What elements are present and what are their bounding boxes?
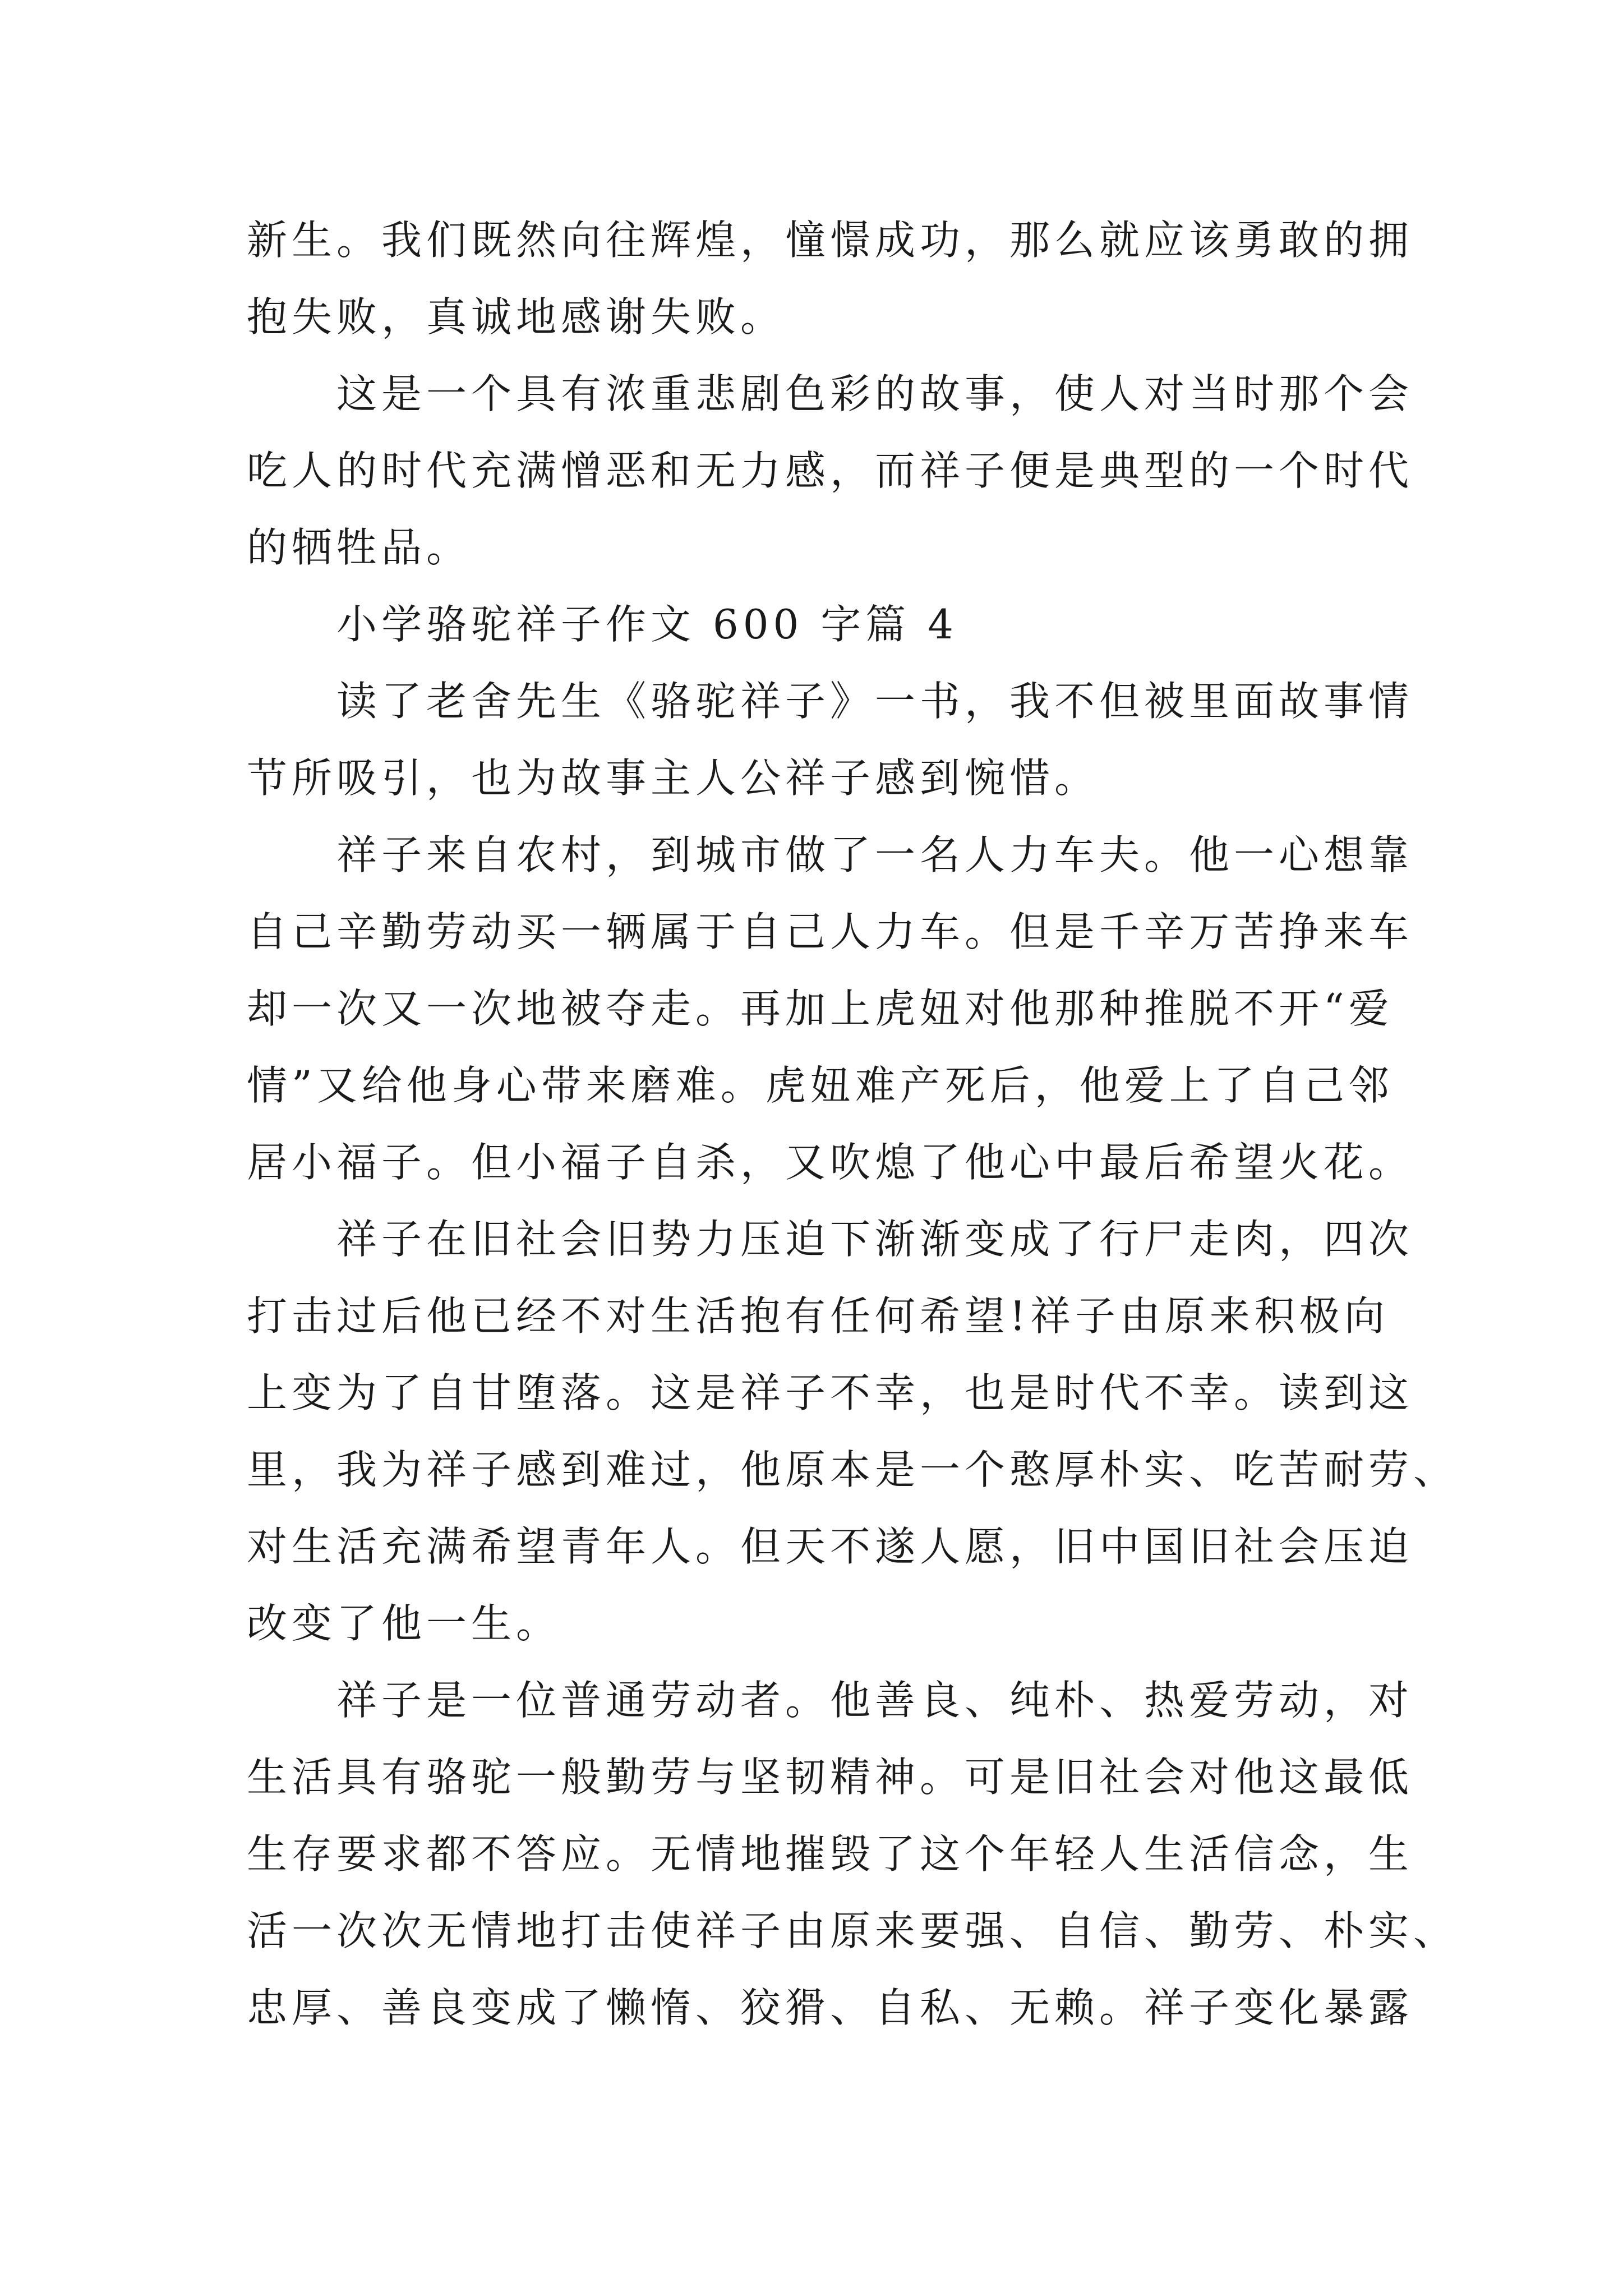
text-line: 里，我为祥子感到难过，他原本是一个憨厚朴实、吃苦耐劳、	[247, 1446, 1459, 1493]
text-line: 节所吸引，也为故事主人公祥子感到惋惜。	[247, 754, 1100, 802]
text-line: 生存要求都不答应。无情地摧毁了这个年轻人生活信念，生	[247, 1830, 1414, 1878]
text-line: 打击过后他已经不对生活抱有任何希望!祥子由原来积极向	[247, 1292, 1389, 1340]
text-line: 忠厚、善良变成了懒惰、狡猾、自私、无赖。祥子变化暴露	[247, 1984, 1414, 2031]
text-line: 祥子在旧社会旧势力压迫下渐渐变成了行尸走肉，四次	[336, 1216, 1414, 1263]
text-line: 对生活充满希望青年人。但天不遂人愿，旧中国旧社会压迫	[247, 1523, 1414, 1570]
text-line: 改变了他一生。	[247, 1600, 561, 1647]
text-line: 生活具有骆驼一般勤劳与坚韧精神。可是旧社会对他这最低	[247, 1754, 1414, 1801]
text-line: 上变为了自甘堕落。这是祥子不幸，也是时代不幸。读到这	[247, 1369, 1414, 1416]
text-line: 活一次次无情地打击使祥子由原来要强、自信、勤劳、朴实、	[247, 1907, 1459, 1954]
text-line: 抱失败，真诚地感谢失败。	[247, 293, 786, 341]
text-line: 自己辛勤劳动买一辆属于自己人力车。但是千辛万苦挣来车	[247, 908, 1414, 955]
section-heading: 小学骆驼祥子作文 600 字篇 4	[336, 601, 958, 648]
text-line: 的牺牲品。	[247, 524, 472, 571]
text-line: 祥子来自农村，到城市做了一名人力车夫。他一心想靠	[336, 831, 1414, 878]
text-line: 读了老舍先生《骆驼祥子》一书，我不但被里面故事情	[336, 678, 1414, 725]
text-line: 这是一个具有浓重悲剧色彩的故事，使人对当时那个会	[336, 370, 1414, 417]
text-line: 却一次又一次地被夺走。再加上虎妞对他那种推脱不开“爱	[247, 985, 1394, 1032]
text-line: 祥子是一位普通劳动者。他善良、纯朴、热爱劳动，对	[336, 1677, 1414, 1724]
text-line: 居小福子。但小福子自杀，又吹熄了他心中最后希望火花。	[247, 1139, 1414, 1186]
document-body	[247, 202, 1459, 2046]
text-line: 吃人的时代充满憎恶和无力感，而祥子便是典型的一个时代	[247, 447, 1414, 494]
text-line: 新生。我们既然向往辉煌，憧憬成功，那么就应该勇敢的拥	[247, 217, 1414, 264]
text-line: 情”又给他身心带来磨难。虎妞难产死后，他爱上了自己邻	[247, 1062, 1394, 1109]
